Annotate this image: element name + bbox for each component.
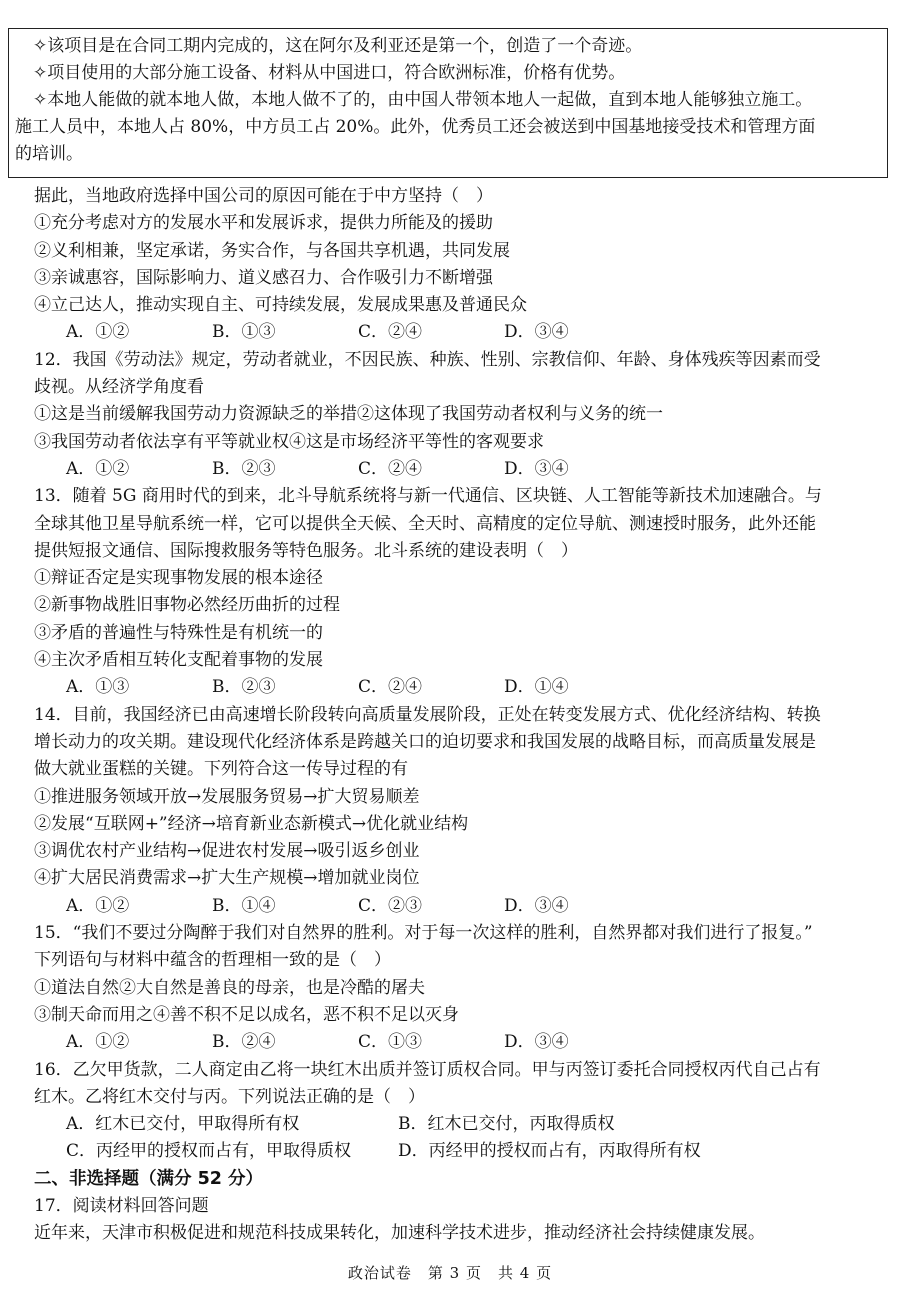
q11-option-d: D．③④ <box>504 322 569 343</box>
q11-stem: 据此，当地政府选择中国公司的原因可能在于中方坚持（ ） <box>34 186 493 206</box>
q14-item: ④扩大居民消费需求→扩大生产规模→增加就业岗位 <box>34 868 420 889</box>
q11-option-b: B．①③ <box>212 322 276 343</box>
q13-option-d: D．①④ <box>504 677 569 698</box>
q16-options-row2 <box>34 1138 884 1165</box>
q14-stem: 增长动力的攻关期。建设现代化经济体系是跨越关口的迫切要求和我国发展的战略目标，而高质量发展是 <box>34 731 816 752</box>
q13-item: ①辩证否定是实现事物发展的根本途径 <box>34 568 323 589</box>
material-line: ✧本地人能做的就本地人做，本地人做不了的，由中国人带领本地人一起做，直到本地人能够独立施工。 <box>33 90 813 110</box>
q15-option-b: B．②④ <box>212 1032 276 1053</box>
q16-option-c: C．丙经甲的授权而占有，甲取得质权 <box>66 1141 352 1162</box>
page-footer: 政治试卷 第 3 页 共 4 页 <box>347 1264 553 1282</box>
q14-option-c: C．②③ <box>358 895 423 916</box>
q11-item: ①充分考虑对方的发展水平和发展诉求，提供力所能及的援助 <box>34 213 493 234</box>
q11-option-a: A．①② <box>66 322 130 343</box>
q14-options <box>34 893 884 920</box>
q13-options <box>34 674 884 701</box>
material-line: 的培训。 <box>15 144 83 164</box>
q16-option-d: D．丙经甲的授权而占有，丙取得所有权 <box>398 1141 701 1162</box>
q13-option-c: C．②④ <box>358 677 423 698</box>
q15-stem: 下列语句与材料中蕴含的哲理相一致的是（ ） <box>34 950 391 971</box>
section-title: 二、非选择题（满分 52 分） <box>34 1168 264 1189</box>
q12-option-d: D．③④ <box>504 458 569 479</box>
q12-item: ①这是当前缓解我国劳动力资源缺乏的举措②这体现了我国劳动者权利与义务的统一 <box>34 404 663 425</box>
question-list <box>34 183 884 1248</box>
material-line: 施工人员中，本地人占 80%，中方员工占 20%。此外，优秀员工还会被送到中国基地接受技术和管理方面 <box>15 117 816 137</box>
q15-item: ③制天命而用之④善不积不足以成名，恶不积不足以灭身 <box>34 1004 459 1025</box>
q12-option-a: A．①② <box>66 458 130 479</box>
q12-option-c: C．②④ <box>358 458 423 479</box>
material-box <box>8 28 888 178</box>
q17-text: 近年来，天津市积极促进和规范科技成果转化，加速科学技术进步，推动经济社会持续健康发展。 <box>34 1223 765 1244</box>
q16-option-a: A．红木已交付，甲取得所有权 <box>66 1114 300 1135</box>
q14-option-a: A．①② <box>66 895 130 916</box>
q13-option-b: B．②③ <box>212 677 276 698</box>
q11-option-c: C．②④ <box>358 322 423 343</box>
q14-item: ①推进服务领域开放→发展服务贸易→扩大贸易顺差 <box>34 786 420 807</box>
q15-stem: 15．“我们不要过分陶醉于我们对自然界的胜利。对于每一次这样的胜利，自然界都对我们进行了报复。” <box>34 923 813 944</box>
q11-item: ④立己达人，推动实现自主、可持续发展，发展成果惠及普通民众 <box>34 295 527 316</box>
q15-option-c: C．①③ <box>358 1032 423 1053</box>
q16-stem: 红木。乙将红木交付与丙。下列说法正确的是（ ） <box>34 1086 425 1107</box>
q12-item: ③我国劳动者依法享有平等就业权④这是市场经济平等性的客观要求 <box>34 431 544 452</box>
q11-item: ③亲诚惠容，国际影响力、道义感召力、合作吸引力不断增强 <box>34 267 493 288</box>
q13-stem: 13．随着 5G 商用时代的到来，北斗导航系统将与新一代通信、区块链、人工智能等新技术加速融合。与 <box>34 486 822 507</box>
q15-options <box>34 1029 884 1056</box>
q11-item: ②义利相兼，坚定承诺，务实合作，与各国共享机遇，共同发展 <box>34 240 510 261</box>
q15-option-d: D．③④ <box>504 1032 569 1053</box>
q13-stem: 提供短报文通信、国际搜救服务等特色服务。北斗系统的建设表明（ ） <box>34 540 578 561</box>
material-line: ✧该项目是在合同工期内完成的，这在阿尔及利亚还是第一个，创造了一个奇迹。 <box>33 36 643 56</box>
q12-stem: 歧视。从经济学角度看 <box>34 377 204 398</box>
q13-item: ④主次矛盾相互转化支配着事物的发展 <box>34 650 323 671</box>
q12-stem: 12．我国《劳动法》规定，劳动者就业，不因民族、种族、性别、宗教信仰、年龄、身体残疾等因素而受 <box>34 349 821 370</box>
material-line: ✧项目使用的大部分施工设备、材料从中国进口，符合欧洲标准，价格有优势。 <box>33 63 626 83</box>
q16-option-b: B．红木已交付，丙取得质权 <box>398 1114 615 1135</box>
q15-option-a: A．①② <box>66 1032 130 1053</box>
q14-item: ②发展“互联网+”经济→培育新业态新模式→优化就业结构 <box>34 813 469 834</box>
q14-option-b: B．①④ <box>212 895 276 916</box>
q14-stem: 14．目前，我国经济已由高速增长阶段转向高质量发展阶段，正处在转变发展方式、优化经济结构、转换 <box>34 704 821 725</box>
q14-item: ③调优农村产业结构→促进农村发展→吸引返乡创业 <box>34 841 420 862</box>
q17-stem: 17．阅读材料回答问题 <box>34 1195 209 1216</box>
q13-stem: 全球其他卫星导航系统一样，它可以提供全天候、全天时、高精度的定位导航、测速授时服务，此外还能 <box>34 513 816 534</box>
q13-option-a: A．①③ <box>66 677 130 698</box>
q12-option-b: B．②③ <box>212 458 276 479</box>
q11-options <box>34 319 884 346</box>
q14-option-d: D．③④ <box>504 895 569 916</box>
q13-item: ②新事物战胜旧事物必然经历曲折的过程 <box>34 595 340 616</box>
q13-item: ③矛盾的普遍性与特殊性是有机统一的 <box>34 622 323 643</box>
q15-item: ①道法自然②大自然是善良的母亲，也是冷酷的屠夫 <box>34 977 425 998</box>
q12-options <box>34 456 884 483</box>
q14-stem: 做大就业蛋糕的关键。下列符合这一传导过程的有 <box>34 759 408 780</box>
q16-options-row1 <box>34 1111 884 1138</box>
q16-stem: 16．乙欠甲货款，二人商定由乙将一块红木出质并签订质权合同。甲与丙签订委托合同授权丙代自己占有 <box>34 1059 821 1080</box>
